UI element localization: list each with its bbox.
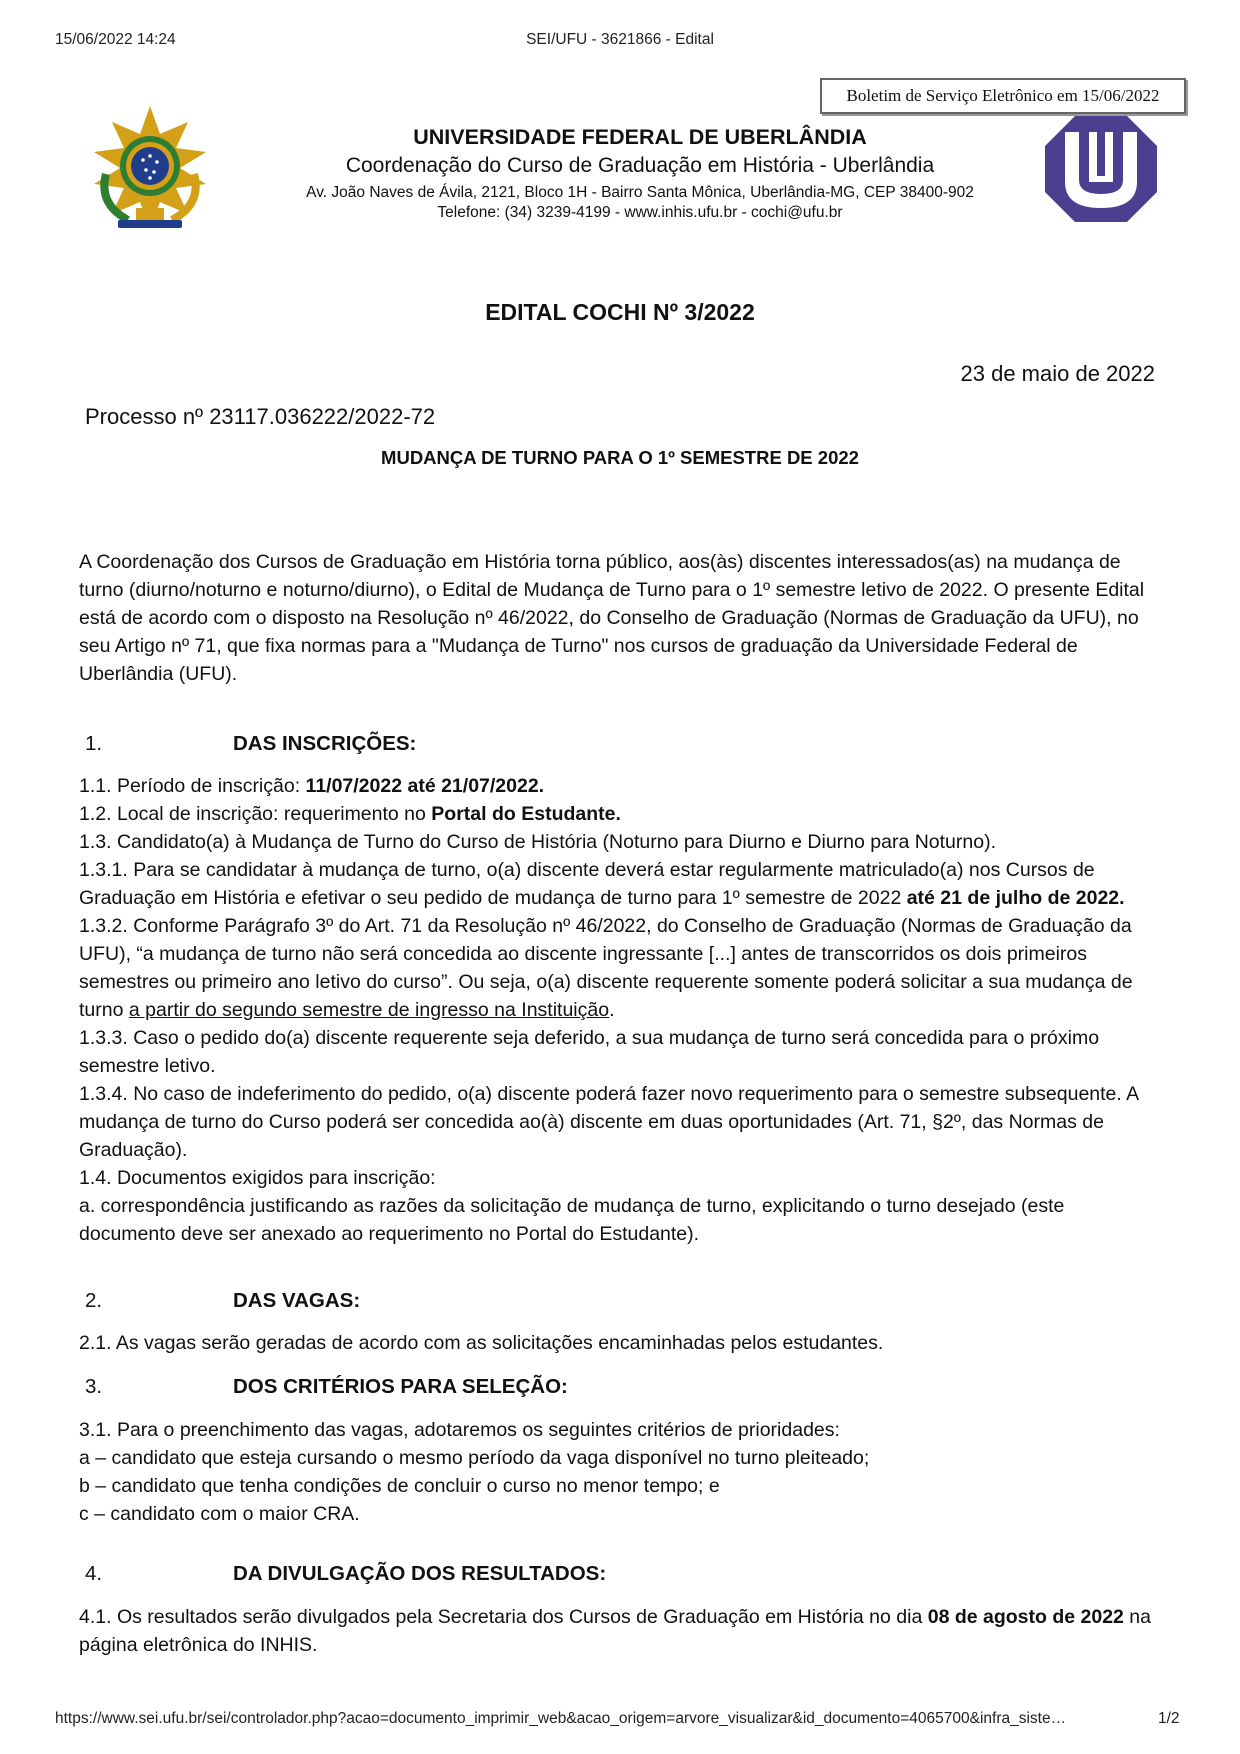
print-page-number: 1/2 [1158,1710,1180,1727]
item-1-3-3: 1.3.3. Caso o pedido do(a) discente requerente seja deferido, a sua mudança de turno será concedida para o próximo semestre letivo. [79,1027,1100,1077]
edital-date: 23 de maio de 2022 [960,361,1155,386]
brazil-coat-of-arms-icon [88,104,212,232]
section-3-body [79,1416,1165,1528]
boletim-box [820,78,1186,114]
item-1-3-2: 1.3.2. Conforme Parágrafo 3º do Art. 71 da Resolução nº 46/2022, do Conselho de Graduação (Normas de Graduação da UFU), “a mudança de turno não será concedida ao discente ingressante [...] antes de transcorridos os dois primeiros semestres ou primeiro ano letivo do curso”. Ou seja, o(a) discente requerente somente poderá solicitar a sua mudança de turno a partir do segundo semestre de ingresso na Instituição. [79,915,1133,1021]
boletim-text: Boletim de Serviço Eletrônico em 15/06/2022 [846,86,1160,105]
edital-title: EDITAL COCHI Nº 3/2022 [485,299,755,325]
item-1-3-1: 1.3.1. Para se candidatar à mudança de turno, o(a) discente deverá estar regularmente matriculado(a) nos Cursos de Graduação em História e efetivar o seu pedido de mudança de turno para 1º semestre de 2022 até 21 de julho de 2022. [79,859,1125,909]
item-1-3: 1.3. Candidato(a) à Mudança de Turno do Curso de História (Noturno para Diurno e Diurno para Noturno). [79,831,996,853]
section-1-body [79,772,1165,1248]
section-title: DAS INSCRIÇÕES: [233,732,417,755]
item-1-4-a: a. correspondência justificando as razões da solicitação de mudança de turno, explicitando o turno desejado (este documento deve ser anexado ao requerimento no Portal do Estudante). [79,1195,1065,1245]
item-2-1: 2.1. As vagas serão geradas de acordo com as solicitações encaminhadas pelos estudantes. [79,1332,884,1354]
criterion-b: b – candidato que tenha condições de concluir o curso no menor tempo; e [79,1475,720,1497]
contact: Telefone: (34) 3239-4199 - www.inhis.ufu.br - cochi@ufu.br [437,204,843,221]
item-1-1: 1.1. Período de inscrição: 11/07/2022 até 21/07/2022. [79,775,545,797]
print-url: https://www.sei.ufu.br/sei/controlador.php?acao=documento_imprimir_web&acao_origem=arvore_visualizar&id_documento=4065700&infra_siste… [55,1710,1067,1727]
intro-paragraph: A Coordenação dos Cursos de Graduação em História torna público, aos(às) discentes interessados(as) na mudança de turno (diurno/noturno e noturno/diurno), o Edital de Mudança de Turno para o 1º semestre letivo de 2022. O presente Edital está de acordo com o disposto na Resolução nº 46/2022, do Conselho de Graduação (Normas de Graduação da UFU), no seu Artigo nº 71, que fixa normas para a "Mudança de Turno" nos cursos de graduação da Universidade Federal de Uberlândia (UFU). [79,551,1145,685]
edital-subject: MUDANÇA DE TURNO PARA O 1º SEMESTRE DE 2022 [381,447,859,468]
section-2-body [79,1329,1165,1357]
section-number: 4. [85,1562,103,1585]
print-datetime: 15/06/2022 14:24 [55,31,176,48]
item-1-2: 1.2. Local de inscrição: requerimento no Portal do Estudante. [79,803,621,825]
section-title: DOS CRITÉRIOS PARA SELEÇÃO: [233,1375,568,1398]
university-name: UNIVERSIDADE FEDERAL DE UBERLÂNDIA [413,125,867,149]
ufu-logo-icon [1045,116,1157,222]
section-number: 3. [85,1375,103,1398]
coordination-name: Coordenação do Curso de Graduação em História - Uberlândia [345,154,935,177]
processo-number: Processo nº 23117.036222/2022-72 [85,404,436,429]
section-number: 2. [85,1289,103,1312]
item-1-3-4: 1.3.4. No caso de indeferimento do pedido, o(a) discente poderá fazer novo requerimento para o semestre subsequente. A mudança de turno do Curso poderá ser concedida ao(à) discente em duas oportunidades (Art. 71, §2º, das Normas de Graduação). [79,1083,1139,1161]
section-number: 1. [85,732,103,755]
item-4-1: 4.1. Os resultados serão divulgados pela Secretaria dos Cursos de Graduação em História no dia 08 de agosto de 2022 na página eletrônica do INHIS. [79,1606,1151,1656]
print-page-title: SEI/UFU - 3621866 - Edital [526,31,714,48]
criterion-a: a – candidato que esteja cursando o mesmo período da vaga disponível no turno pleiteado; [79,1447,870,1469]
criterion-c: c – candidato com o maior CRA. [79,1503,360,1525]
section-4-body [79,1603,1165,1659]
section-title: DAS VAGAS: [233,1289,361,1312]
address: Av. João Naves de Ávila, 2121, Bloco 1H - Bairro Santa Mônica, Uberlândia-MG, CEP 38400-902 [306,184,974,201]
item-1-4: 1.4. Documentos exigidos para inscrição: [79,1167,436,1189]
section-title: DA DIVULGAÇÃO DOS RESULTADOS: [233,1562,607,1585]
item-3-1: 3.1. Para o preenchimento das vagas, adotaremos os seguintes critérios de prioridades: [79,1419,840,1441]
